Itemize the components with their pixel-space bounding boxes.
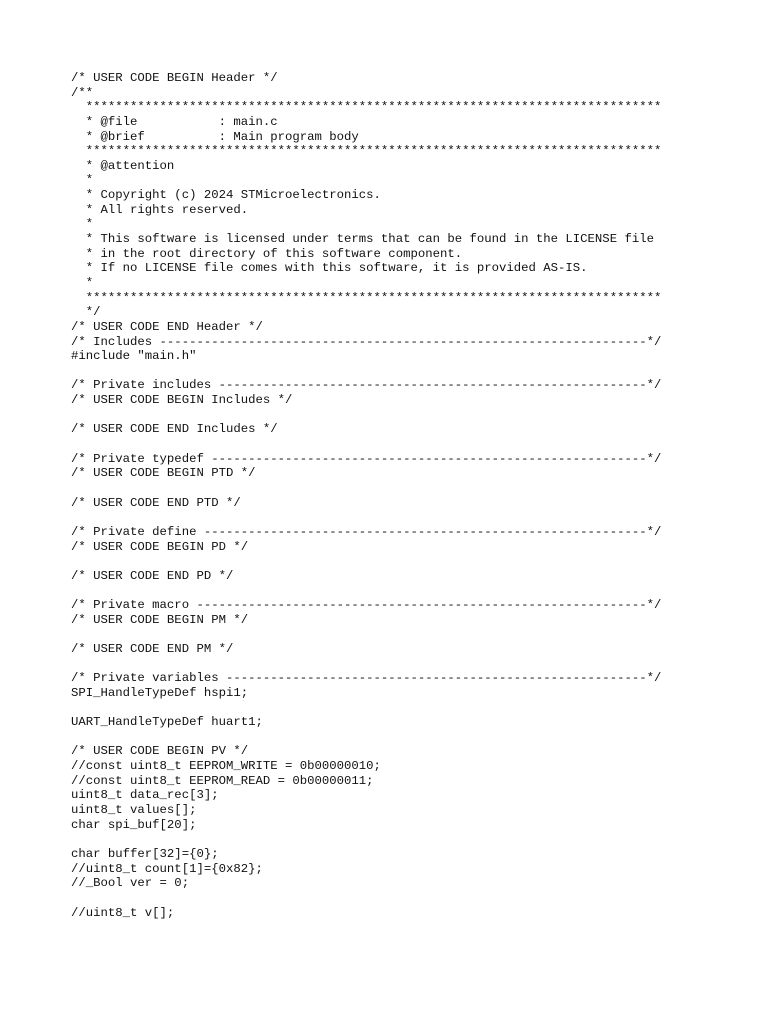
code-line: * in the root directory of this software component.: [71, 246, 463, 261]
code-line: /* USER CODE END Header */: [71, 319, 263, 334]
code-line: /* Private variables ---------------------------------------------------------*/: [71, 671, 662, 686]
code-line: uint8_t values[];: [71, 803, 197, 818]
code-line: /* USER CODE BEGIN PM */: [71, 612, 249, 627]
code-line: [71, 583, 761, 598]
code-line: /* USER CODE BEGIN Includes */: [71, 393, 293, 408]
code-line: /* USER CODE END PD */: [71, 568, 234, 583]
code-line: /* Private define ------------------------------------------------------------*/: [71, 524, 662, 539]
code-line: *: [71, 275, 94, 290]
code-line: //const uint8_t EEPROM_WRITE = 0b00000010;: [71, 759, 381, 774]
code-line: UART_HandleTypeDef huart1;: [71, 715, 263, 730]
code-line: * Copyright (c) 2024 STMicroelectronics.: [71, 188, 381, 203]
code-line: [71, 891, 761, 906]
code-line: [71, 408, 761, 423]
code-listing: [71, 71, 761, 920]
code-line: /* USER CODE BEGIN Header */: [71, 71, 278, 85]
code-line: //_Bool ver = 0;: [71, 876, 190, 891]
code-line: /* Private includes ----------------------------------------------------------*/: [71, 378, 662, 393]
code-line: /* Private typedef -----------------------------------------------------------*/: [71, 451, 662, 466]
code-line: * @attention: [71, 158, 175, 173]
code-line: * This software is licensed under terms that can be found in the LICENSE file: [71, 232, 654, 247]
code-line: [71, 437, 761, 452]
code-line: ******************************************************************************: [71, 144, 662, 159]
code-line: //uint8_t v[];: [71, 905, 175, 920]
code-line: * @brief : Main program body: [71, 129, 359, 144]
code-line: * If no LICENSE file comes with this software, it is provided AS-IS.: [71, 261, 588, 276]
code-line: ******************************************************************************: [71, 290, 662, 305]
code-line: [71, 364, 761, 379]
code-line: [71, 481, 761, 496]
code-line: * @file : main.c: [71, 114, 278, 129]
code-line: *: [71, 217, 94, 232]
code-line: ******************************************************************************: [71, 100, 662, 115]
code-line: [71, 701, 761, 716]
code-line: /* USER CODE END Includes */: [71, 422, 278, 437]
code-line: /* Private macro -------------------------------------------------------------*/: [71, 598, 662, 613]
code-line: [71, 554, 761, 569]
code-line: /**: [71, 85, 94, 100]
code-line: [71, 730, 761, 745]
code-line: /* USER CODE BEGIN PD */: [71, 539, 249, 554]
code-line: /* USER CODE END PM */: [71, 641, 234, 656]
code-line: char buffer[32]={0};: [71, 846, 219, 861]
code-line: #include "main.h": [71, 349, 197, 364]
code-line: [71, 657, 761, 672]
code-line: /* USER CODE END PTD */: [71, 495, 241, 510]
code-line: [71, 832, 761, 847]
code-line: /* USER CODE BEGIN PV */: [71, 744, 249, 759]
code-line: //uint8_t count[1]={0x82};: [71, 861, 263, 876]
code-line: *: [71, 173, 94, 188]
code-line: [71, 627, 761, 642]
code-line: * All rights reserved.: [71, 202, 249, 217]
code-line: //const uint8_t EEPROM_READ = 0b00000011;: [71, 773, 374, 788]
code-line: /* USER CODE BEGIN PTD */: [71, 466, 256, 481]
code-line: char spi_buf[20];: [71, 817, 197, 832]
code-line: [71, 510, 761, 525]
code-line: SPI_HandleTypeDef hspi1;: [71, 685, 249, 700]
code-line: */: [71, 305, 101, 320]
code-line: /* Includes ------------------------------------------------------------------*/: [71, 334, 662, 349]
code-line: uint8_t data_rec[3];: [71, 788, 219, 803]
